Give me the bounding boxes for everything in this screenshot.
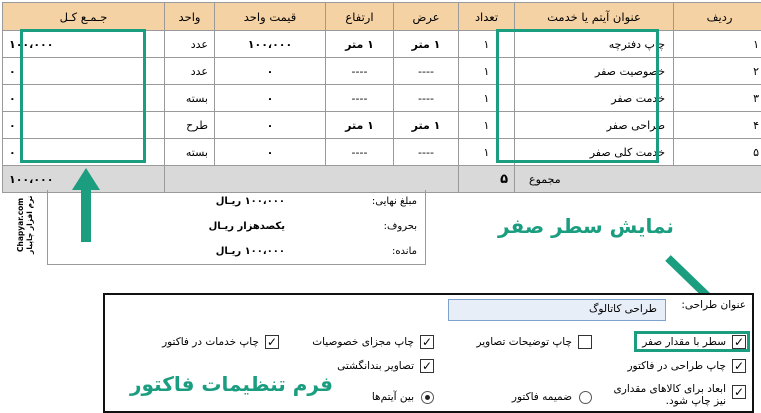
sum-label: مجموع bbox=[515, 166, 761, 193]
sum-qty-total: ۵ bbox=[459, 166, 515, 193]
cell-width: ---- bbox=[394, 58, 459, 85]
side-brand-line2: نرم افزار چاپیار bbox=[25, 195, 34, 255]
attach-radio-label: ضمیمه فاکتور bbox=[511, 391, 572, 403]
cell-total: ۱۰۰،۰۰۰ bbox=[3, 31, 165, 58]
cell-unit: عدد bbox=[165, 58, 215, 85]
cell-row-number: ۳ bbox=[674, 85, 761, 112]
cell-title: چاپ دفترچه bbox=[515, 31, 674, 58]
between-radio-label: بین آیتم‌ها bbox=[371, 391, 414, 403]
header-height: ارتفاع bbox=[326, 3, 394, 31]
cell-unit-price: ۰ bbox=[215, 112, 326, 139]
cell-width: ۱ متر bbox=[394, 112, 459, 139]
print-design-checkbox[interactable]: ✓ bbox=[733, 359, 745, 373]
cell-unit-price: ۱۰۰،۰۰۰ bbox=[215, 31, 326, 58]
cell-total: ۰ bbox=[3, 85, 165, 112]
cell-qty: ۱ bbox=[459, 58, 515, 85]
cell-qty: ۱ bbox=[459, 31, 515, 58]
cell-unit: بسته bbox=[165, 85, 215, 112]
zero-rows-checkbox[interactable]: ✓ bbox=[733, 335, 745, 349]
cell-unit: بسته bbox=[165, 139, 215, 166]
fingerprint-images-label: تصاویر بندانگشتی bbox=[337, 360, 414, 372]
remaining-label: مانده: bbox=[391, 246, 417, 257]
cell-qty: ۱ bbox=[459, 139, 515, 166]
callout-form-title: فرم تنظیمات فاکتور bbox=[130, 372, 333, 396]
cell-width: ---- bbox=[394, 85, 459, 112]
cell-row-number: ۵ bbox=[674, 139, 761, 166]
fingerprint-images-checkbox[interactable]: ✓ bbox=[421, 359, 433, 373]
remaining-value: ۱۰۰،۰۰۰ ریـال bbox=[215, 246, 285, 257]
print-features-checkbox[interactable]: ✓ bbox=[421, 335, 433, 349]
sum-grand-total: ۱۰۰،۰۰۰ bbox=[3, 166, 165, 193]
print-services-label: چاپ خدمات در فاکتور bbox=[162, 336, 259, 348]
cell-height: ۱ متر bbox=[326, 31, 394, 58]
header-width: عرض bbox=[394, 3, 459, 31]
print-dims-label: ابعاد برای کالاهای مقداری نیز چاپ شود. bbox=[613, 383, 726, 407]
zero-rows-label: سطر با مقدار صفر bbox=[642, 336, 726, 348]
print-image-desc-checkbox[interactable] bbox=[578, 335, 592, 349]
cell-row-number: ۴ bbox=[674, 112, 761, 139]
arrow-up-icon bbox=[72, 168, 100, 242]
header-row-number: ردیف bbox=[674, 3, 761, 31]
in-words-value: یکصدهزار ریـال bbox=[208, 221, 285, 232]
final-amount-label: مبلغ نهایی: bbox=[371, 196, 417, 207]
print-design-label: چاپ طراحی در فاکتور bbox=[627, 360, 726, 372]
cell-height: ---- bbox=[326, 58, 394, 85]
print-services-checkbox[interactable]: ✓ bbox=[266, 335, 278, 349]
cell-total: ۰ bbox=[3, 58, 165, 85]
print-dims-checkbox[interactable]: ✓ bbox=[733, 385, 745, 399]
cell-qty: ۱ bbox=[459, 85, 515, 112]
cell-width: ---- bbox=[394, 139, 459, 166]
in-words-label: بحروف: bbox=[383, 221, 417, 232]
cell-unit-price: ۰ bbox=[215, 58, 326, 85]
cell-title: خصوصیت صفر bbox=[515, 58, 674, 85]
cell-title: خدمت صفر bbox=[515, 85, 674, 112]
print-image-desc-label: چاپ توضیحات تصاویر bbox=[476, 336, 572, 348]
cell-title: خدمت کلی صفر bbox=[515, 139, 674, 166]
cell-unit-price: ۰ bbox=[215, 85, 326, 112]
between-radio[interactable] bbox=[421, 391, 434, 404]
header-unit: واحد bbox=[165, 3, 215, 31]
cell-row-number: ۲ bbox=[674, 58, 761, 85]
header-title: عنوان آیتم یا خدمت bbox=[515, 3, 674, 31]
design-title-label: عنوان طراحی: bbox=[681, 299, 746, 311]
header-total: جـمـع کـل bbox=[3, 3, 165, 31]
cell-qty: ۱ bbox=[459, 112, 515, 139]
print-features-label: چاپ مجزای خصوصیات bbox=[312, 336, 414, 348]
header-unit-price: قیمت واحد bbox=[215, 3, 326, 31]
cell-total: ۰ bbox=[3, 112, 165, 139]
cell-unit: طرح bbox=[165, 112, 215, 139]
attach-radio[interactable] bbox=[579, 391, 592, 404]
cell-height: ۱ متر bbox=[326, 112, 394, 139]
cell-height: ---- bbox=[326, 139, 394, 166]
cell-total: ۰ bbox=[3, 139, 165, 166]
cell-height: ---- bbox=[326, 85, 394, 112]
header-qty: تعداد bbox=[459, 3, 515, 31]
cell-row-number: ۱ bbox=[674, 31, 761, 58]
cell-width: ۱ متر bbox=[394, 31, 459, 58]
final-amount-value: ۱۰۰،۰۰۰ ریـال bbox=[215, 196, 285, 207]
side-brand-line1: Chapyar.com bbox=[16, 197, 25, 253]
callout-zero-row: نمایش سطر صفر bbox=[498, 214, 674, 238]
cell-title: طراحی صفر bbox=[515, 112, 674, 139]
design-title-input[interactable]: طراحی کاتالوگ bbox=[448, 299, 666, 321]
cell-unit-price: ۰ bbox=[215, 139, 326, 166]
cell-unit: عدد bbox=[165, 31, 215, 58]
